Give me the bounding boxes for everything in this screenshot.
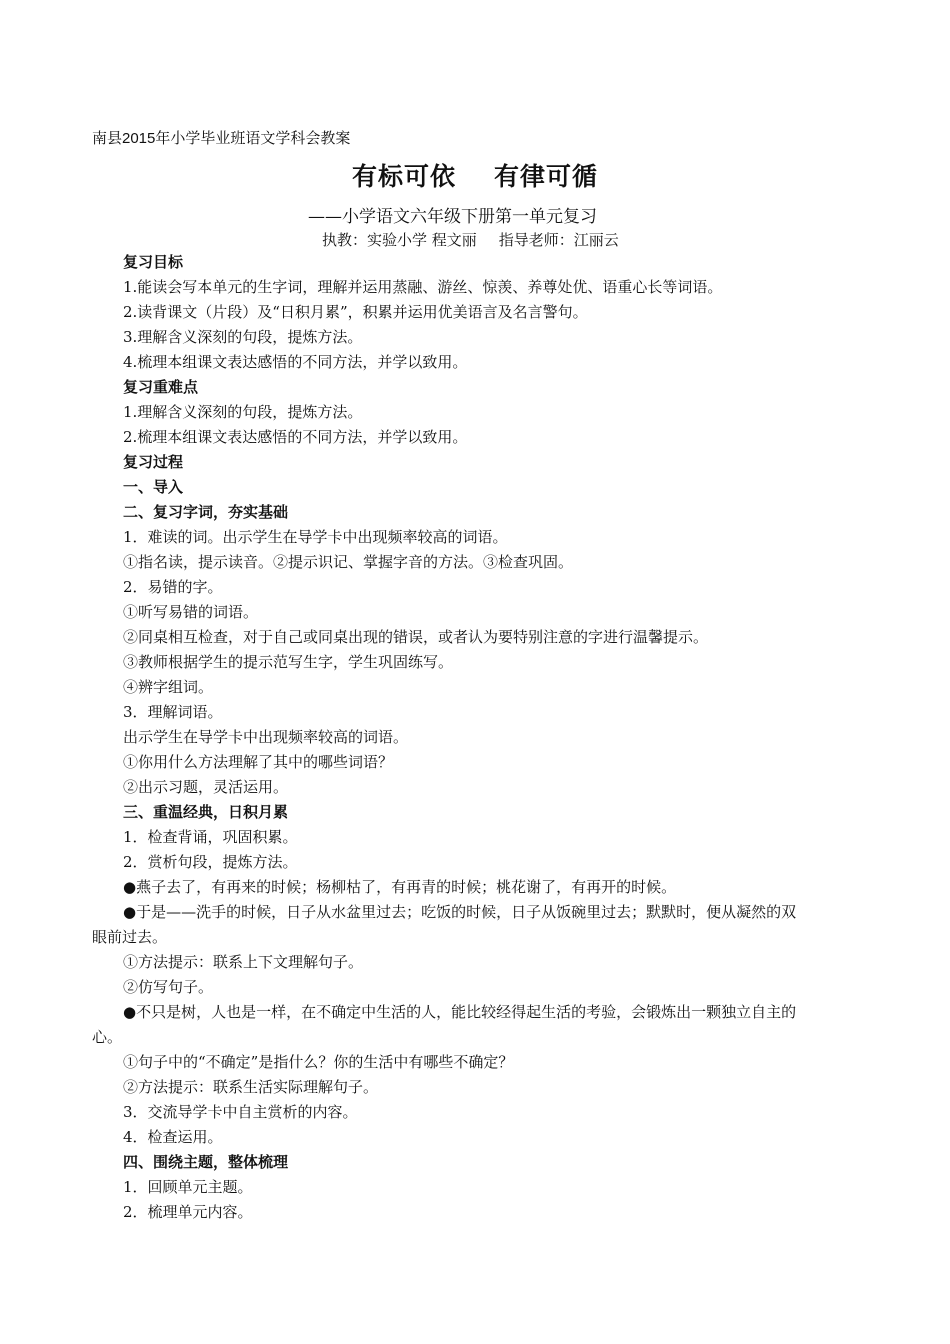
body-line: ③教师根据学生的提示范写生字，学生巩固练写。: [123, 653, 454, 671]
body-line: 1．回顾单元主题。: [123, 1178, 253, 1196]
document-body: [92, 250, 872, 1225]
body-line: 出示学生在导学卡中出现频率较高的词语。: [123, 728, 409, 746]
body-line: 2.梳理本组课文表达感悟的不同方法，并学以致用。: [123, 428, 468, 446]
byline: [322, 229, 619, 250]
document-subtitle: ——小学语文六年级下册第一单元复习: [308, 207, 597, 227]
body-line: 1.能读会写本单元的生字词，理解并运用蒸融、游丝、惊羡、养尊处优、语重心长等词语。: [123, 278, 723, 296]
document-header: 南县2015年小学毕业班语文学科会教案: [92, 130, 351, 147]
body-line: 4.梳理本组课文表达感悟的不同方法，并学以致用。: [123, 353, 468, 371]
body-line: ●于是——洗手的时候，日子从水盆里过去；吃饭的时候，日子从饭碗里过去；默默时，便从凝然的双: [123, 903, 797, 921]
section-heading: 复习重难点: [123, 378, 199, 396]
body-line: 2.读背课文（片段）及“日积月累”，积累并运用优美语言及名言警句。: [123, 303, 588, 321]
teacher-info: 执教：实验小学 程文丽: [322, 231, 477, 249]
body-line: ●燕子去了，有再来的时候；杨柳枯了，有再青的时候；桃花谢了，有再开的时候。: [123, 878, 677, 896]
section-heading: 三、重温经典，日积月累: [123, 803, 289, 821]
body-line: 4．检查运用。: [123, 1128, 223, 1146]
body-line: 2．赏析句段，提炼方法。: [123, 853, 298, 871]
body-line: ②出示习题，灵活运用。: [123, 778, 289, 796]
body-line: ②仿写句子。: [123, 978, 214, 996]
body-line: ●不只是树，人也是一样，在不确定中生活的人，能比较经得起生活的考验，会锻炼出一颗独立自主的: [123, 1003, 797, 1021]
title-part-2: 有律可循: [494, 162, 599, 191]
body-line: 3．交流导学卡中自主赏析的内容。: [123, 1103, 358, 1121]
body-line: ②同桌相互检查，对于自己或同桌出现的错误，或者认为要特别注意的字进行温馨提示。: [123, 628, 709, 646]
body-line: 2．易错的字。: [123, 578, 223, 596]
body-line: 1．检查背诵，巩固积累。: [123, 828, 298, 846]
body-line: 心。: [92, 1028, 123, 1046]
section-heading: 复习过程: [123, 453, 184, 471]
advisor-info: 指导老师：江丽云: [498, 231, 619, 249]
body-line: ②方法提示：联系生活实际理解句子。: [123, 1078, 379, 1096]
body-line: ④辨字组词。: [123, 678, 214, 696]
body-line: 3．理解词语。: [123, 703, 223, 721]
section-heading: 四、围绕主题，整体梳理: [123, 1153, 289, 1171]
body-line: ①句子中的“不确定”是指什么？你的生活中有哪些不确定？: [123, 1053, 514, 1071]
section-heading: 一、导入: [123, 478, 184, 496]
section-heading: 复习目标: [123, 253, 184, 271]
body-line: 3.理解含义深刻的句段，提炼方法。: [123, 328, 363, 346]
body-line: ①听写易错的词语。: [123, 603, 259, 621]
body-line: ①方法提示：联系上下文理解句子。: [123, 953, 364, 971]
section-heading: 二、复习字词，夯实基础: [123, 503, 289, 521]
body-line: 1.理解含义深刻的句段，提炼方法。: [123, 403, 363, 421]
body-line: ①指名读，提示读音。②提示识记、掌握字音的方法。③检查巩固。: [123, 553, 574, 571]
body-line: 眼前过去。: [92, 928, 168, 946]
body-line: 1．难读的词。出示学生在导学卡中出现频率较高的词语。: [123, 528, 508, 546]
title-part-1: 有标可依: [351, 162, 456, 191]
body-line: ①你用什么方法理解了其中的哪些词语？: [123, 753, 394, 771]
body-line: 2．梳理单元内容。: [123, 1203, 253, 1221]
document-title: [0, 157, 950, 193]
